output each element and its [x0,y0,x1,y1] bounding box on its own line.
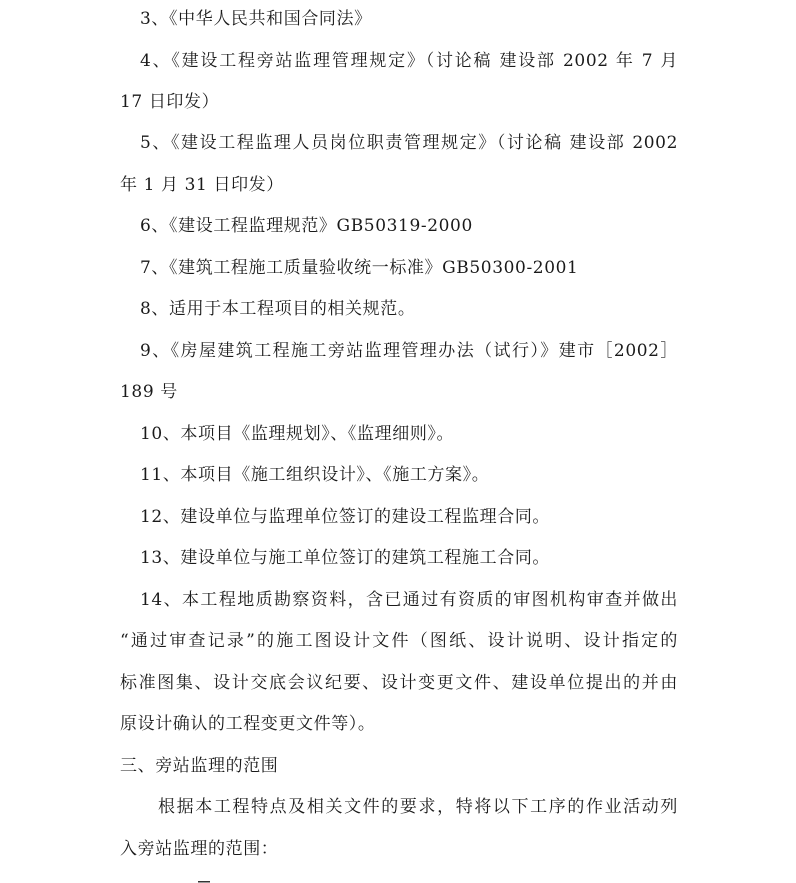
list-item-14-line-4: 原设计确认的工程变更文件等）。 [120,714,376,734]
list-item-5-line-2: 年 1 月 31 日印发） [120,175,284,195]
list-item-4-line-2: 17 日印发） [120,92,220,112]
list-item-3: 3、《中华人民共和国合同法》 [140,9,372,29]
list-item-13: 13、建设单位与施工单位签订的建筑工程施工合同。 [140,548,551,568]
scope-paragraph-line-2: 入旁站监理的范围： [120,839,279,859]
list-item-11: 11、本项目《施工组织设计》、《施工方案》。 [140,465,490,485]
list-item-14-line-2: “通过审查记录”的施工图设计文件（图纸、设计说明、设计指定的 [120,631,678,651]
scope-paragraph-line-1: 根据本工程特点及相关文件的要求，特将以下工序的作业活动列 [158,797,678,817]
section-heading-scope: 三、旁站监理的范围 [120,756,279,776]
list-item-7: 7、《建筑工程施工质量验收统一标准》GB50300-2001 [140,258,579,278]
cut-off-text-fragment [158,872,278,883]
list-item-9-line-1: 9、《房屋建筑工程施工旁站监理管理办法（试行）》建市［2002］ [140,341,678,361]
partial-glyphs-icon [158,875,278,883]
list-item-14-line-1: 14、本工程地质勘察资料，含已通过有资质的审图机构审查并做出 [140,590,678,610]
list-item-4-line-1: 4、《建设工程旁站监理管理规定》（讨论稿 建设部 2002 年 7 月 [140,51,678,71]
list-item-8: 8、适用于本工程项目的相关规范。 [140,299,416,319]
list-item-9-line-2: 189 号 [120,382,178,402]
list-item-6: 6、《建设工程监理规范》GB50319-2000 [140,216,473,236]
list-item-14-line-3: 标准图集、设计交底会议纪要、设计变更文件、建设单位提出的并由 [120,673,678,693]
list-item-10: 10、本项目《监理规划》、《监理细则》。 [140,424,455,444]
list-item-5-line-1: 5、《建设工程监理人员岗位职责管理规定》（讨论稿 建设部 2002 [140,133,678,153]
list-item-12: 12、建设单位与监理单位签订的建设工程监理合同。 [140,507,551,527]
